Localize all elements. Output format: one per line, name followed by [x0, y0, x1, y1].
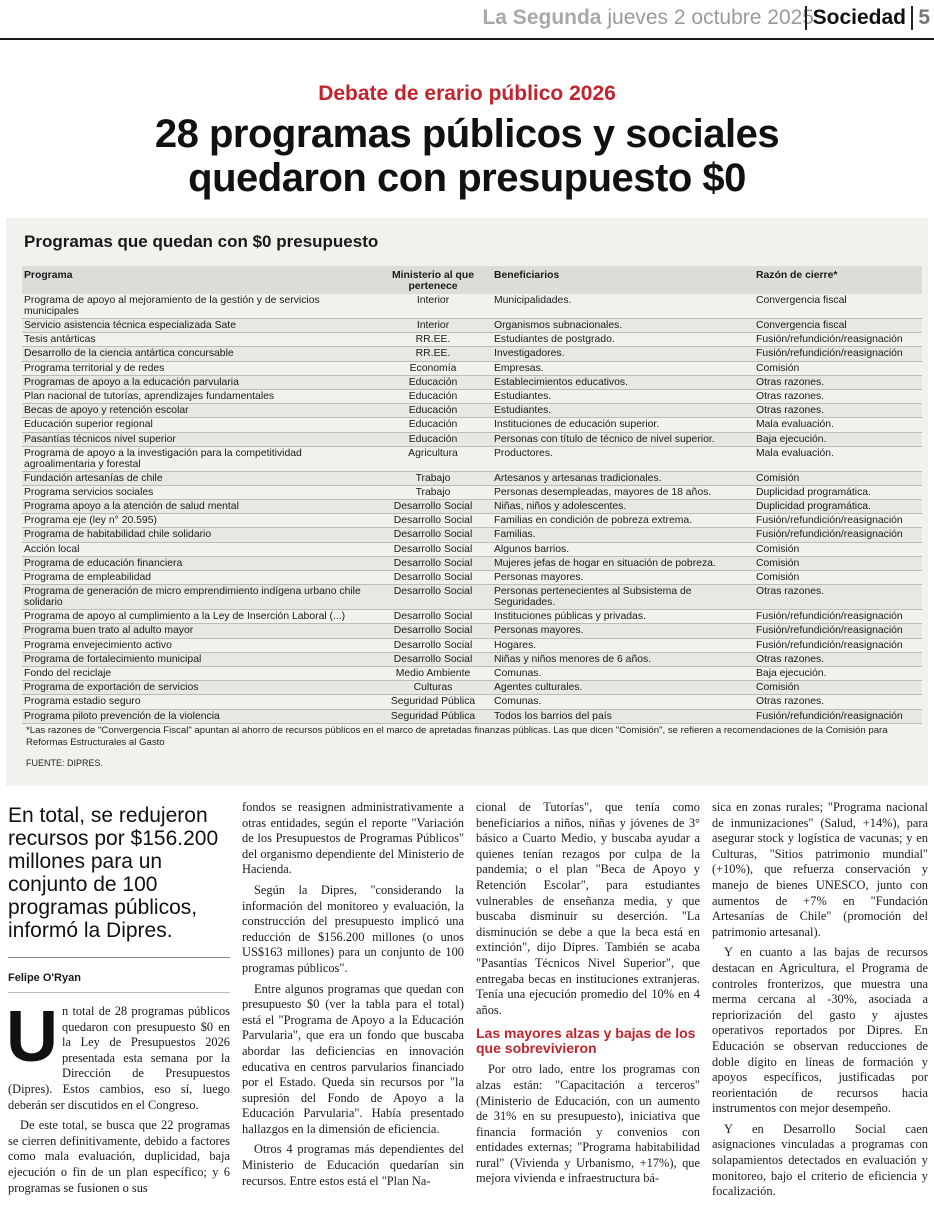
column-header: Razón de cierre*: [754, 266, 922, 294]
headline: [137, 112, 797, 200]
reason-cell: Fusión/refundición/reasignación: [754, 709, 922, 723]
ministry-cell: Desarrollo Social: [374, 528, 492, 542]
beneficiaries-cell: Personas mayores.: [492, 624, 754, 638]
article-paragraph: Otros 4 programas más dependientes del Ministerio de Educación quedarían sin recursos. Entre estos está el "Plan Na-: [242, 1142, 464, 1188]
table-footnote: *Las razones de "Convergencia Fiscal" apuntan al ahorro de recursos públicos en el marco de apretadas finanzas públicas. Las que dicen "Comisión", se refieren a recomendaciones de la Comisión para Reformas Estructurales al Gasto: [26, 725, 888, 748]
reason-cell: Otras razones.: [754, 404, 922, 418]
program-cell: Programa piloto prevención de la violencia: [22, 709, 374, 723]
reason-cell: Comisión: [754, 361, 922, 375]
article-paragraph: Por otro lado, entre los programas con alzas están: "Capacitación a terceros" (Ministerio de Educación, con un aumento de 31% en su presupuesto), iniciativa que financia formación y convenios con entidades externas; "Programa habitabilidad rural" (Vivienda y Urbanismo, +17%), que mejora vivienda e infraestructura bá-: [476, 1062, 700, 1186]
beneficiaries-cell: Todos los barrios del país: [492, 709, 754, 723]
article-column-3: [476, 800, 700, 1192]
table-row: [22, 404, 922, 418]
masthead: [0, 0, 934, 40]
table-row: [22, 375, 922, 389]
reason-cell: Convergencia fiscal: [754, 294, 922, 319]
reason-cell: Duplicidad programática.: [754, 500, 922, 514]
reason-cell: Fusión/refundición/reasignación: [754, 624, 922, 638]
beneficiaries-cell: Personas desempleadas, mayores de 18 años.: [492, 485, 754, 499]
reason-cell: Otras razones.: [754, 389, 922, 403]
program-cell: Programa de educación financiera: [22, 556, 374, 570]
program-cell: Programa territorial y de redes: [22, 361, 374, 375]
ministry-cell: Trabajo: [374, 471, 492, 485]
article-paragraph: Y en Desarrollo Social caen asignaciones vinculadas a programas con solapamientos detectados en evaluación y monitoreo, bajo el criterio de eficiencia y focalización.: [712, 1121, 928, 1199]
reason-cell: Fusión/refundición/reasignación: [754, 610, 922, 624]
table-row: [22, 347, 922, 361]
table-row: [22, 624, 922, 638]
column-header: Ministerio al que pertenece: [374, 266, 492, 294]
beneficiaries-cell: Establecimientos educativos.: [492, 375, 754, 389]
reason-cell: Fusión/refundición/reasignación: [754, 528, 922, 542]
reason-cell: Fusión/refundición/reasignación: [754, 514, 922, 528]
table-row: [22, 319, 922, 333]
ministry-cell: Medio Ambiente: [374, 666, 492, 680]
ministry-cell: Desarrollo Social: [374, 556, 492, 570]
deck-text: En total, se redujeron recursos por $156.200 millones para un conjunto de 100 programas públicos, informó la Dipres.: [8, 804, 219, 942]
byline: Felipe O'Ryan: [8, 972, 81, 984]
table-row: [22, 610, 922, 624]
article-column-1: [6, 997, 230, 1201]
ministry-cell: RR.EE.: [374, 347, 492, 361]
program-cell: Programa de apoyo al cumplimiento a la Ley de Inserción Laboral (...): [22, 610, 374, 624]
table-body: [22, 294, 922, 723]
program-cell: Fondo del reciclaje: [22, 666, 374, 680]
beneficiaries-cell: Niñas y niños menores de 6 años.: [492, 652, 754, 666]
table-row: [22, 652, 922, 666]
program-cell: Plan nacional de tutorías, aprendizajes fundamentales: [22, 389, 374, 403]
beneficiaries-cell: Productores.: [492, 446, 754, 471]
program-cell: Programas de apoyo a la educación parvularia: [22, 375, 374, 389]
program-cell: Desarrollo de la ciencia antártica concursable: [22, 347, 374, 361]
reason-cell: Comisión: [754, 571, 922, 585]
reason-cell: Baja ejecución.: [754, 666, 922, 680]
ministry-cell: Educación: [374, 375, 492, 389]
page-number: 5: [911, 6, 930, 30]
table-row: [22, 666, 922, 680]
table-row: [22, 514, 922, 528]
ministry-cell: Desarrollo Social: [374, 585, 492, 610]
program-cell: Programa de exportación de servicios: [22, 681, 374, 695]
beneficiaries-cell: Estudiantes de postgrado.: [492, 333, 754, 347]
article-paragraph: fondos se reasignen administrativamente a otras entidades, según el reporte "Variación de los Presupuestos de Programas Públicos" del organismo dependiente del Ministerio de Hacienda.: [242, 800, 464, 877]
beneficiaries-cell: Investigadores.: [492, 347, 754, 361]
article-paragraph: sica en zonas rurales; "Programa nacional de inmunizaciones" (Salud, +14%), para asegurar stock y logística de vacunas; y en Culturas, "Sitios patrimonio mundial" (+10%), que refuerza conservación y manejo de bienes UNESCO, junto con aumentos de +7% en "Fundación Artesanías de Chile" (promoción del patrimonio artesanal).: [712, 800, 928, 939]
article-paragraph: cional de Tutorías", que tenía como beneficiarios a niños, niñas y jóvenes de 3° básico a Cuarto Medio, y buscaba ayudar a quienes tenían rezagos por culpa de la pandemia; o el plan "Beca de Apoyo y Retención Escolar", para estudiantes vulnerables de enseñanza media, y que buscaba disminuir su deserción. "La disminución se debe a que la beca está en extinción", dijo Dipres. También se acaba "Pasantías Técnicos Nivel Superior", que entregaba becas en instituciones extranjeras. Tenía una ejecución promedio del 10% en 4 años.: [476, 800, 700, 1017]
table-row: [22, 361, 922, 375]
ministry-cell: Economía: [374, 361, 492, 375]
beneficiaries-cell: Agentes culturales.: [492, 681, 754, 695]
article-subhead: Las mayores alzas y bajas de los que sobrevivieron: [476, 1025, 696, 1057]
divider: [8, 992, 230, 993]
table-title: Programas que quedan con $0 presupuesto: [24, 232, 379, 251]
ministry-cell: Interior: [374, 294, 492, 319]
program-cell: Programa de fortalecimiento municipal: [22, 652, 374, 666]
ministry-cell: Desarrollo Social: [374, 638, 492, 652]
reason-cell: Otras razones.: [754, 695, 922, 709]
program-cell: Tesis antárticas: [22, 333, 374, 347]
table-row: [22, 446, 922, 471]
reason-cell: Comisión: [754, 556, 922, 570]
program-cell: Programa apoyo a la atención de salud mental: [22, 500, 374, 514]
reason-cell: Mala evaluación.: [754, 418, 922, 432]
ministry-cell: Seguridad Pública: [374, 709, 492, 723]
program-cell: Fundación artesanías de chile: [22, 471, 374, 485]
article-paragraph: De este total, se busca que 22 programas se cierren definitivamente, debido a factores como mala evaluación, duplicidad, baja ejecución o fin de un plan específico; y 6 programas se fusionen o sus: [8, 1118, 230, 1195]
article-column-4: [712, 800, 928, 1205]
table-row: [22, 389, 922, 403]
table-row: [22, 500, 922, 514]
publication-name: La Segunda: [482, 6, 602, 29]
table-row: [22, 571, 922, 585]
ministry-cell: RR.EE.: [374, 333, 492, 347]
reason-cell: Otras razones.: [754, 652, 922, 666]
ministry-cell: Desarrollo Social: [374, 500, 492, 514]
ministry-cell: Desarrollo Social: [374, 571, 492, 585]
table-header-row: [22, 266, 922, 294]
beneficiaries-cell: Personas mayores.: [492, 571, 754, 585]
reason-cell: Mala evaluación.: [754, 446, 922, 471]
beneficiaries-cell: Instituciones públicas y privadas.: [492, 610, 754, 624]
article-column-2: [242, 800, 464, 1194]
reason-cell: Fusión/refundición/reasignación: [754, 638, 922, 652]
beneficiaries-cell: Estudiantes.: [492, 389, 754, 403]
article-paragraph: Entre algunos programas que quedan con presupuesto $0 (ver la tabla para el total) está el "Programa de Apoyo a la Educación Parvularia", que era un fondo que buscaba abordar las deficiencias en innovación educativa en centros parvularios financiado por el Estado. Queda sin recursos por "la supresión del Fondo de Apoyo a la Educación Parvularia". Había presentado hallazgos en la dimensión de eficiencia.: [242, 981, 464, 1136]
reason-cell: Duplicidad programática.: [754, 485, 922, 499]
ministry-cell: Culturas: [374, 681, 492, 695]
reason-cell: Otras razones.: [754, 375, 922, 389]
ministry-cell: Trabajo: [374, 485, 492, 499]
ministry-cell: Educación: [374, 432, 492, 446]
table-row: [22, 542, 922, 556]
table-row: [22, 333, 922, 347]
article-paragraph: Y en cuanto a las bajas de recursos destacan en Agricultura, el Programa de controles fronterizos, que muestra una merma cercana al -30%, asociada a repriorización del gasto y ajustes operativos reportados por Dipres. En Educación se observan reducciones de doble dígito en líneas de formación y apoyos específicos, justificadas por reorientación de recursos hacia instrumentos con mejor desempeño.: [712, 945, 928, 1116]
beneficiaries-cell: Familias.: [492, 528, 754, 542]
reason-cell: Baja ejecución.: [754, 432, 922, 446]
table-row: [22, 695, 922, 709]
program-cell: Programa de apoyo a la investigación para la competitividad agroalimentaria y forestal: [22, 446, 374, 471]
table-row: [22, 432, 922, 446]
beneficiaries-cell: Algunos barrios.: [492, 542, 754, 556]
table-row: [22, 709, 922, 723]
beneficiaries-cell: Personas con título de técnico de nivel superior.: [492, 432, 754, 446]
masthead-rule: [0, 38, 934, 40]
program-cell: Acción local: [22, 542, 374, 556]
beneficiaries-cell: Empresas.: [492, 361, 754, 375]
table-row: [22, 485, 922, 499]
program-cell: Programa de generación de micro emprendimiento indígena urbano chile solidario: [22, 585, 374, 610]
kicker: Debate de erario público 2026: [318, 82, 616, 105]
ministry-cell: Interior: [374, 319, 492, 333]
ministry-cell: Desarrollo Social: [374, 610, 492, 624]
ministry-cell: Desarrollo Social: [374, 624, 492, 638]
table-row: [22, 556, 922, 570]
program-cell: Programa servicios sociales: [22, 485, 374, 499]
ministry-cell: Desarrollo Social: [374, 542, 492, 556]
program-cell: Programa eje (ley n° 20.595): [22, 514, 374, 528]
ministry-cell: Agricultura: [374, 446, 492, 471]
headline-text: 28 programas públicos y sociales quedaron con presupuesto $0: [154, 112, 780, 200]
programs-table: [22, 266, 922, 724]
drop-cap: U: [6, 997, 58, 1077]
table-row: [22, 681, 922, 695]
beneficiaries-cell: Comunas.: [492, 695, 754, 709]
program-cell: Programa de empleabilidad: [22, 571, 374, 585]
program-cell: Educación superior regional: [22, 418, 374, 432]
table-row: [22, 528, 922, 542]
table-row: [22, 585, 922, 610]
program-cell: Pasantías técnicos nivel superior: [22, 432, 374, 446]
ministry-cell: Educación: [374, 418, 492, 432]
ministry-cell: Educación: [374, 404, 492, 418]
program-cell: Becas de apoyo y retención escolar: [22, 404, 374, 418]
beneficiaries-cell: Comunas.: [492, 666, 754, 680]
table-row: [22, 638, 922, 652]
ministry-cell: Seguridad Pública: [374, 695, 492, 709]
beneficiaries-cell: Hogares.: [492, 638, 754, 652]
beneficiaries-cell: Familias en condición de pobreza extrema.: [492, 514, 754, 528]
reason-cell: Comisión: [754, 471, 922, 485]
beneficiaries-cell: Municipalidades.: [492, 294, 754, 319]
program-cell: Programa de apoyo al mejoramiento de la gestión y de servicios municipales: [22, 294, 374, 319]
beneficiaries-cell: Organismos subnacionales.: [492, 319, 754, 333]
beneficiaries-cell: Mujeres jefas de hogar en situación de pobreza.: [492, 556, 754, 570]
program-cell: Programa envejecimiento activo: [22, 638, 374, 652]
table-row: [22, 471, 922, 485]
article-paragraph: [6, 997, 230, 1113]
article-paragraph: Según la Dipres, "considerando la información del monitoreo y evaluación, la construcción del presupuesto implicó una reducción de $156.200 millones (o unos US$163 millones) para un conjunto de 100 programas públicos".: [242, 882, 464, 975]
table-box: [6, 218, 928, 786]
reason-cell: Comisión: [754, 542, 922, 556]
reason-cell: Comisión: [754, 681, 922, 695]
beneficiaries-cell: Estudiantes.: [492, 404, 754, 418]
beneficiaries-cell: Instituciones de educación superior.: [492, 418, 754, 432]
publication-date: jueves 2 octubre 2025: [607, 6, 814, 29]
ministry-cell: Educación: [374, 389, 492, 403]
table-row: [22, 418, 922, 432]
masthead-publication: [482, 6, 814, 30]
divider: [8, 957, 230, 958]
column-header: Programa: [22, 266, 374, 294]
section-name: Sociedad: [805, 6, 906, 30]
table-row: [22, 294, 922, 319]
program-cell: Programa buen trato al adulto mayor: [22, 624, 374, 638]
beneficiaries-cell: Artesanos y artesanas tradicionales.: [492, 471, 754, 485]
reason-cell: Convergencia fiscal: [754, 319, 922, 333]
reason-cell: Fusión/refundición/reasignación: [754, 347, 922, 361]
beneficiaries-cell: Niñas, niños y adolescentes.: [492, 500, 754, 514]
program-cell: Programa de habitabilidad chile solidario: [22, 528, 374, 542]
program-cell: Servicio asistencia técnica especializada Sate: [22, 319, 374, 333]
program-cell: Programa estadio seguro: [22, 695, 374, 709]
beneficiaries-cell: Personas pertenecientes al Subsistema de Seguridades.: [492, 585, 754, 610]
reason-cell: Fusión/refundición/reasignación: [754, 333, 922, 347]
column-header: Beneficiarios: [492, 266, 754, 294]
ministry-cell: Desarrollo Social: [374, 652, 492, 666]
reason-cell: Otras razones.: [754, 585, 922, 610]
paragraph-text: n total de 28 programas públicos quedaron con presupuesto $0 en la Ley de Presupuestos 2026 presentada esta semana por la Dirección de Presupuestos (Dipres). Estos cambios, eso sí, luego deberán ser discutidos en el Congreso.: [8, 1004, 230, 1112]
ministry-cell: Desarrollo Social: [374, 514, 492, 528]
table-source: FUENTE: DIPRES.: [26, 758, 104, 768]
